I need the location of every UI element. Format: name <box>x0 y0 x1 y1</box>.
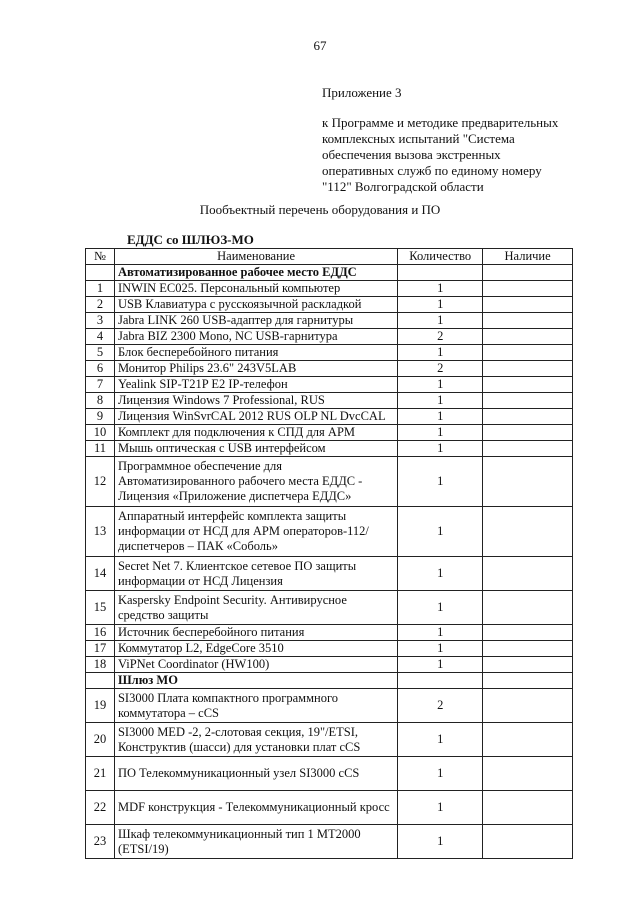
document-title: Пообъектный перечень оборудования и ПО <box>199 202 441 217</box>
appendix-title: Приложение 3 <box>322 85 402 100</box>
item-availability <box>483 791 573 825</box>
section-availability-cell <box>483 265 573 281</box>
appendix-description: к Программе и методике предварительных комплексных испытаний "Система обеспечения вызова экстренных оперативных служб по единому номеру "112" Волгоградской области <box>322 115 559 194</box>
table-row <box>86 507 573 557</box>
table-row <box>86 377 573 393</box>
row-number: 5 <box>86 345 115 361</box>
item-availability <box>483 689 573 723</box>
section-title: Автоматизированное рабочее место ЕДДС <box>114 265 397 281</box>
row-number: 3 <box>86 313 115 329</box>
item-quantity: 1 <box>398 393 483 409</box>
table-row <box>86 641 573 657</box>
item-name: Блок бесперебойного питания <box>114 345 397 361</box>
row-number: 7 <box>86 377 115 393</box>
section-title: Шлюз МО <box>114 673 397 689</box>
item-quantity: 1 <box>398 409 483 425</box>
item-quantity: 1 <box>398 757 483 791</box>
item-name: INWIN EC025. Персональный компьютер <box>114 281 397 297</box>
item-name: Комплект для подключения к СПД для АРМ <box>114 425 397 441</box>
item-availability <box>483 441 573 457</box>
item-availability <box>483 723 573 757</box>
item-name: Jabra BIZ 2300 Mono, NC USB-гарнитура <box>114 329 397 345</box>
item-name: Программное обеспечение для Автоматизированного рабочего места ЕДДС - Лицензия «Приложение диспетчера ЕДДС» <box>114 457 397 507</box>
table-header-row <box>86 249 573 265</box>
table-row <box>86 281 573 297</box>
item-availability <box>483 625 573 641</box>
row-number: 22 <box>86 791 115 825</box>
header-name: Наименование <box>114 249 397 265</box>
item-name: Аппаратный интерфейс комплекта защиты информации от НСД для АРМ операторов-112/диспетчеров – ПАК «Соболь» <box>114 507 397 557</box>
table-row <box>86 457 573 507</box>
item-availability <box>483 345 573 361</box>
item-name: Лицензия Windows 7 Professional, RUS <box>114 393 397 409</box>
item-availability <box>483 825 573 859</box>
item-availability <box>483 425 573 441</box>
item-quantity: 1 <box>398 625 483 641</box>
table-row <box>86 591 573 625</box>
table-row <box>86 657 573 673</box>
table-row <box>86 689 573 723</box>
item-availability <box>483 329 573 345</box>
item-name: Мышь оптическая с USB интерфейсом <box>114 441 397 457</box>
item-quantity: 1 <box>398 591 483 625</box>
row-number: 13 <box>86 507 115 557</box>
item-availability <box>483 641 573 657</box>
row-number: 20 <box>86 723 115 757</box>
row-number: 16 <box>86 625 115 641</box>
item-availability <box>483 361 573 377</box>
row-number: 19 <box>86 689 115 723</box>
section-row <box>86 265 573 281</box>
item-quantity: 1 <box>398 641 483 657</box>
header-number: № <box>86 249 115 265</box>
table-row <box>86 441 573 457</box>
item-quantity: 1 <box>398 723 483 757</box>
item-quantity: 1 <box>398 657 483 673</box>
row-number: 10 <box>86 425 115 441</box>
item-quantity: 2 <box>398 329 483 345</box>
item-quantity: 1 <box>398 377 483 393</box>
table-row <box>86 825 573 859</box>
row-number: 2 <box>86 297 115 313</box>
item-availability <box>483 409 573 425</box>
item-name: Коммутатор L2, EdgeCore 3510 <box>114 641 397 657</box>
item-availability <box>483 281 573 297</box>
item-availability <box>483 657 573 673</box>
header-quantity: Количество <box>398 249 483 265</box>
item-availability <box>483 297 573 313</box>
row-number: 12 <box>86 457 115 507</box>
table-row <box>86 425 573 441</box>
item-availability <box>483 507 573 557</box>
item-quantity: 1 <box>398 281 483 297</box>
table-body <box>86 265 573 859</box>
item-quantity: 1 <box>398 345 483 361</box>
equipment-table <box>85 248 573 859</box>
row-number: 15 <box>86 591 115 625</box>
item-name: Jabra LINK 260 USB-адаптер для гарнитуры <box>114 313 397 329</box>
item-name: Источник бесперебойного питания <box>114 625 397 641</box>
item-quantity: 1 <box>398 825 483 859</box>
table-row <box>86 313 573 329</box>
item-availability <box>483 377 573 393</box>
row-number: 17 <box>86 641 115 657</box>
header-availability: Наличие <box>483 249 573 265</box>
section-availability-cell <box>483 673 573 689</box>
item-availability <box>483 591 573 625</box>
table-row <box>86 329 573 345</box>
row-number: 18 <box>86 657 115 673</box>
row-number: 23 <box>86 825 115 859</box>
item-quantity: 1 <box>398 507 483 557</box>
table-caption: ЕДДС со ШЛЮЗ-МО <box>127 232 254 247</box>
item-quantity: 1 <box>398 441 483 457</box>
item-quantity: 1 <box>398 791 483 825</box>
row-number: 9 <box>86 409 115 425</box>
row-number: 1 <box>86 281 115 297</box>
item-quantity: 1 <box>398 297 483 313</box>
item-name: MDF конструкция - Телекоммуникационный кросс <box>114 791 397 825</box>
item-quantity: 1 <box>398 425 483 441</box>
item-quantity: 1 <box>398 313 483 329</box>
item-name: USB Клавиатура с русскоязычной раскладкой <box>114 297 397 313</box>
item-availability <box>483 313 573 329</box>
page-number: 67 <box>313 38 327 53</box>
item-name: SI3000 MED -2, 2-слотовая секция, 19"/ETSI, Конструктив (шасси) для установки плат cCS <box>114 723 397 757</box>
row-number: 14 <box>86 557 115 591</box>
table-row <box>86 625 573 641</box>
row-number: 11 <box>86 441 115 457</box>
row-number: 8 <box>86 393 115 409</box>
table-row <box>86 393 573 409</box>
table-row <box>86 345 573 361</box>
section-row <box>86 673 573 689</box>
item-availability <box>483 557 573 591</box>
section-quantity-cell <box>398 673 483 689</box>
item-availability <box>483 457 573 507</box>
item-name: Yealink SIP-T21P E2 IP-телефон <box>114 377 397 393</box>
section-quantity-cell <box>398 265 483 281</box>
item-quantity: 1 <box>398 457 483 507</box>
table-row <box>86 723 573 757</box>
table-row <box>86 409 573 425</box>
table-row <box>86 297 573 313</box>
section-number-cell <box>86 265 115 281</box>
item-availability <box>483 757 573 791</box>
item-name: ViPNet Coordinator (HW100) <box>114 657 397 673</box>
item-quantity: 1 <box>398 557 483 591</box>
table-row <box>86 757 573 791</box>
item-name: ПО Телекоммуникационный узел SI3000 cCS <box>114 757 397 791</box>
section-number-cell <box>86 673 115 689</box>
row-number: 21 <box>86 757 115 791</box>
item-name: SI3000 Плата компактного программного коммутатора – cCS <box>114 689 397 723</box>
row-number: 4 <box>86 329 115 345</box>
item-quantity: 2 <box>398 361 483 377</box>
table-row <box>86 791 573 825</box>
item-name: Kaspersky Endpoint Security. Антивирусное средство защиты <box>114 591 397 625</box>
row-number: 6 <box>86 361 115 377</box>
item-name: Лицензия WinSvrCAL 2012 RUS OLP NL DvcCAL <box>114 409 397 425</box>
item-name: Secret Net 7. Клиентское сетевое ПО защиты информации от НСД Лицензия <box>114 557 397 591</box>
item-name: Монитор Philips 23.6" 243V5LAB <box>114 361 397 377</box>
item-quantity: 2 <box>398 689 483 723</box>
item-name: Шкаф телекоммуникационный тип 1 MT2000 (ETSI/19) <box>114 825 397 859</box>
table-row <box>86 557 573 591</box>
item-availability <box>483 393 573 409</box>
table-row <box>86 361 573 377</box>
